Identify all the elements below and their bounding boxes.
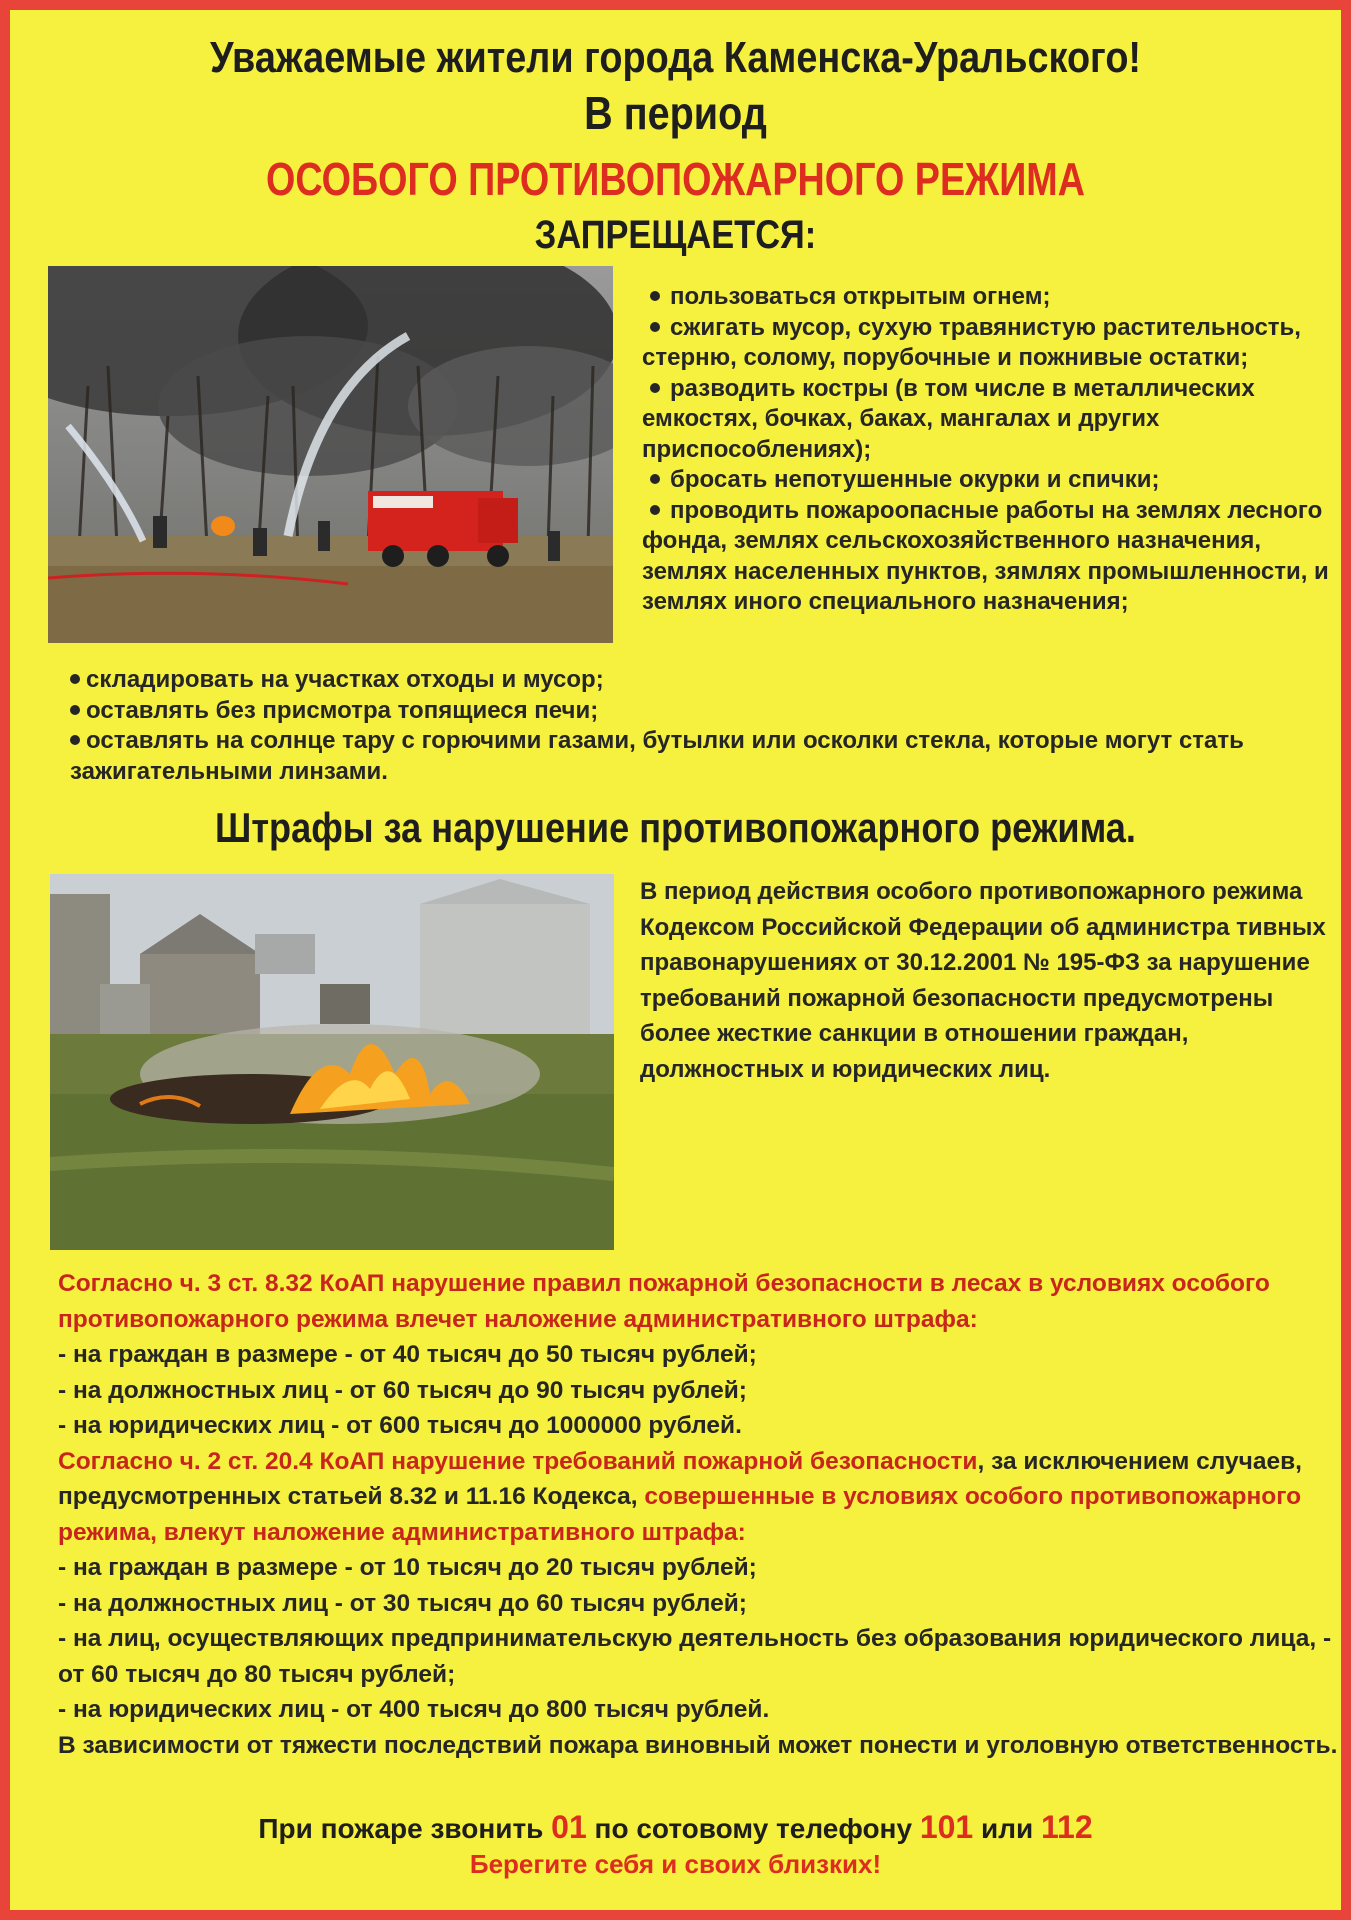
bullet-icon <box>650 505 660 515</box>
rule2-item: - на граждан в размере - от 10 тысяч до 20 тысяч рублей; <box>58 1554 757 1581</box>
list-item: складировать на участках отходы и мусор; <box>70 665 1330 696</box>
firefighters-photo <box>48 266 613 643</box>
rule1-item: - на должностных лиц - от 60 тысяч до 90 тысяч рублей; <box>58 1376 747 1404</box>
list-item: бросать непотушенные окурки и спички; <box>642 465 1332 496</box>
header-prohibited: ЗАПРЕЩАЕТСЯ: <box>534 213 817 257</box>
prohibitions-list-right <box>642 282 1332 618</box>
rule2-heading <box>58 1444 1348 1551</box>
phone-number-112: 112 <box>1040 1809 1093 1845</box>
emergency-call: При пожаре звонить 01 по сотовому телефону 101 или 112 <box>258 1809 1093 1845</box>
phone-number-01: 01 <box>551 1809 587 1845</box>
list-item: оставлять на солнце тару с горючими газами, бутылки или осколки стекла, которые могут стать зажигательными линзами. <box>70 727 1244 785</box>
poster <box>10 10 1341 1910</box>
rule1-item: - на юридических лиц - от 600 тысяч до 1000000 рублей. <box>58 1412 742 1439</box>
rule2-item: - на должностных лиц - от 30 тысяч до 60 тысяч рублей; <box>58 1589 747 1617</box>
list-item: оставлять без присмотра топящиеся печи; <box>70 696 1330 727</box>
fines-intro: В период действия особого противопожарного режима Кодексом Российской Федерации об администра тивных правонарушениях от 30.12.2001 № 195-ФЗ за нарушение требований пожарной безопасности предусмотрены более жесткие санкции в отношении граждан, должностных и юридических лиц. <box>640 878 1326 1083</box>
header-regime: ОСОБОГО ПРОТИВОПОЖАРНОГО РЕЖИМА <box>266 153 1085 205</box>
rule2-heading-black: , за исключением случаев, предусмотренных статьей 8.32 и 11.16 Кодекса, <box>58 1447 1302 1510</box>
bullet-icon <box>650 291 660 301</box>
bullet-icon <box>650 322 660 332</box>
list-item: разводить костры (в том числе в металлических емкостях, бочках, баках, мангалах и других приспособлениях); <box>642 374 1255 463</box>
fines-rules <box>58 1266 1348 1763</box>
bullet-icon <box>70 735 80 745</box>
bullet-icon <box>650 474 660 484</box>
bullet-icon <box>70 674 80 684</box>
care-slogan: Берегите себя и своих близких! <box>469 1849 882 1879</box>
bullet-icon <box>70 705 80 715</box>
rule2-item: - на лиц, осуществляющих предпринимательскую деятельность без образования юридического лица, - от 60 тысяч до 80 тысяч рублей; <box>58 1625 1332 1688</box>
fines-title: Штрафы за нарушение противопожарного режима. <box>215 804 1136 851</box>
rule1-heading: Согласно ч. 3 ст. 8.32 КоАП нарушение правил пожарной безопасности в лесах в условиях особого противопожарного режима влечет наложение административного штрафа: <box>58 1270 1270 1333</box>
list-item: проводить пожароопасные работы на землях лесного фонда, землях сельскохозяйственного назначения, землях населенных пунктов, зямлях промышленности, и землях иного специального назначения; <box>642 496 1329 615</box>
header-greeting: Уважаемые жители города Каменска-Уральского! <box>209 33 1142 82</box>
list-item: пользоваться открытым огнем; <box>642 282 1332 313</box>
list-item: сжигать мусор, сухую травянистую растительность, стерню, солому, порубочные и пожнивые остатки; <box>642 313 1301 371</box>
header-period: В период <box>584 87 767 139</box>
bullet-icon <box>650 383 660 393</box>
criminal-note: В зависимости от тяжести последствий пожара виновный может понести и уголовную ответственность. <box>58 1731 1338 1759</box>
rule2-heading-red-end: совершенные в условиях особого противопожарного режима, влекут наложение административного штрафа: <box>58 1483 1302 1546</box>
rule2-heading-red: Согласно ч. 2 ст. 20.4 КоАП нарушение требований пожарной безопасности <box>58 1447 978 1475</box>
rule2-item: - на юридических лиц - от 400 тысяч до 800 тысяч рублей. <box>58 1696 770 1723</box>
grass-fire-photo <box>50 874 614 1250</box>
prohibitions-list-full <box>70 665 1330 787</box>
phone-number-101: 101 <box>919 1809 974 1845</box>
rule1-item: - на граждан в размере - от 40 тысяч до 50 тысяч рублей; <box>58 1341 757 1368</box>
